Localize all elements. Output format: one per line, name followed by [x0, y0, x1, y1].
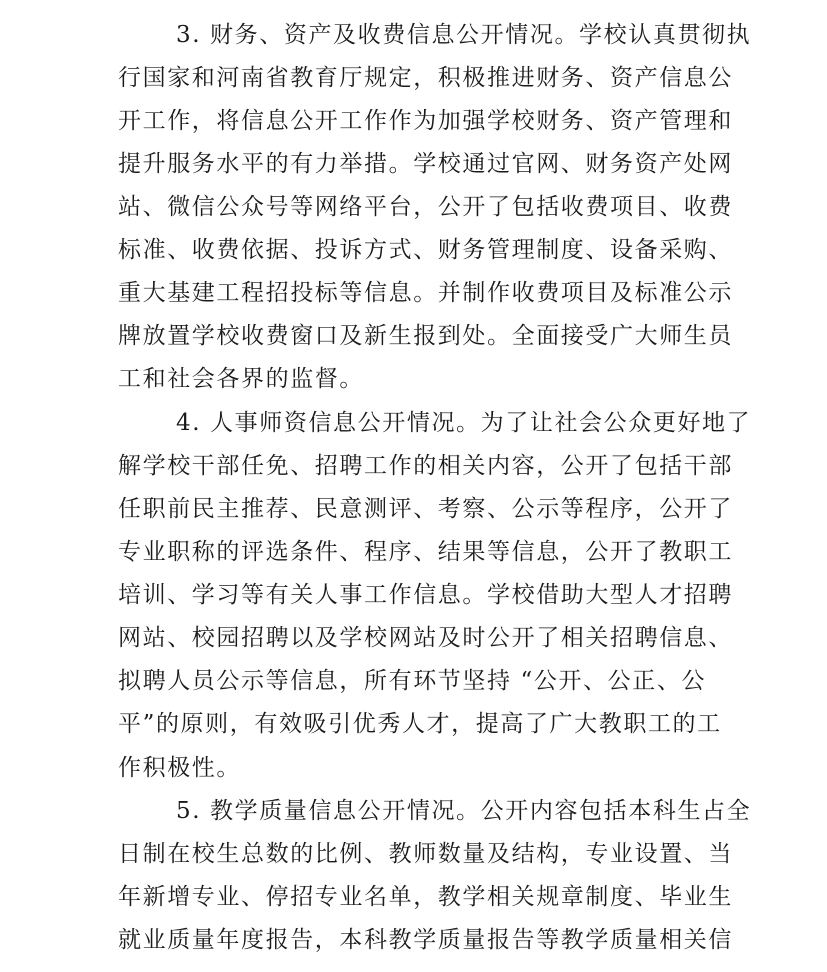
text-line: 专业职称的评选条件、程序、结果等信息，公开了教职工: [118, 539, 733, 565]
text-line: 工和社会各界的监督。: [118, 366, 364, 392]
text-line: 牌放置学校收费窗口及新生报到处。全面接受广大师生员: [118, 323, 733, 349]
text-line: 开工作，将信息公开工作作为加强学校财务、资产管理和: [118, 108, 733, 134]
text-line: 年新增专业、停招专业名单，教学相关规章制度、毕业生: [118, 884, 733, 910]
text-line: 行国家和河南省教育厅规定，积极推进财务、资产信息公: [118, 65, 733, 91]
text-line: 解学校干部任免、招聘工作的相关内容，公开了包括干部: [118, 453, 733, 479]
text-line: 就业质量年度报告，本科教学质量报告等教学质量相关信: [118, 927, 733, 953]
text-line: 5. 教学质量信息公开情况。公开内容包括本科生占全: [176, 798, 752, 824]
text-line: 拟聘人员公示等信息，所有环节坚持 “公开、公正、公: [118, 668, 707, 694]
text-line: 日制在校生总数的比例、教师数量及结构，专业设置、当: [118, 841, 733, 867]
text-line: 站、微信公众号等网络平台，公开了包括收费项目、收费: [118, 194, 733, 220]
text-line: 网站、校园招聘以及学校网站及时公开了相关招聘信息、: [118, 625, 733, 651]
text-line: 重大基建工程招投标等信息。并制作收费项目及标准公示: [118, 280, 733, 306]
text-line: 培训、学习等有关人事工作信息。学校借助大型人才招聘: [118, 582, 733, 608]
text-line: 提升服务水平的有力举措。学校通过官网、财务资产处网: [118, 151, 733, 177]
text-line: 平”的原则，有效吸引优秀人才，提高了广大教职工的工: [118, 711, 722, 737]
text-line: 标准、收费依据、投诉方式、财务管理制度、设备采购、: [118, 237, 733, 263]
text-line: 作积极性。: [118, 755, 241, 781]
text-line: 任职前民主推荐、民意测评、考察、公示等程序，公开了: [118, 496, 733, 522]
text-line: 3. 财务、资产及收费信息公开情况。学校认真贯彻执: [176, 22, 752, 48]
text-line: 4. 人事师资信息公开情况。为了让社会公众更好地了: [176, 410, 752, 436]
